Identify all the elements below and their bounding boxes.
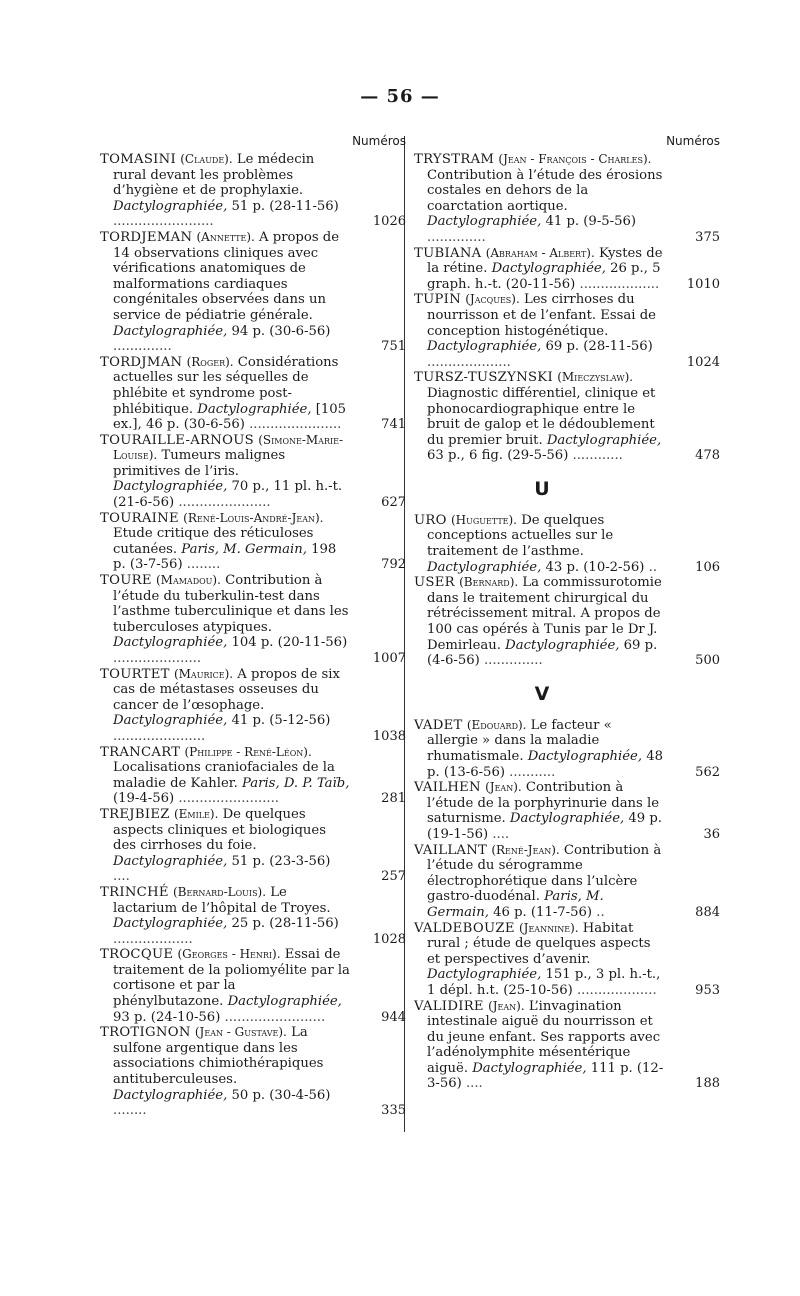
thesis-entry (100, 947, 406, 1025)
catalog-number: 335 (381, 1103, 406, 1119)
leader-dots: .............. (483, 653, 543, 669)
thesis-entry (100, 152, 406, 230)
author-given-names: (Abraham - Albert). (485, 245, 595, 260)
thesis-title: A propos de six cas de métastases osseuses du cancer de l’œsophage. (113, 666, 340, 713)
thesis-entry (100, 354, 406, 433)
pagination-date: 41 p. (9-5-56) (541, 214, 637, 230)
entry-text (100, 667, 350, 745)
leader-dots: ..................... (113, 651, 202, 666)
author-surname: TORDJMAN (100, 354, 183, 370)
thesis-entry (100, 510, 406, 573)
thesis-title: De quelques aspects cliniques et biologiques des cirrhoses du foie. (113, 806, 326, 854)
entry-text (100, 152, 350, 230)
thesis-title: Contribution à l’étude du tuberkulin-test dans l’asthme tuberculinique et dans les tuberculoses atypiques. (113, 573, 349, 635)
author-given-names: (Emile). (173, 806, 219, 821)
leader-dots: ........... (509, 764, 556, 780)
v-entries-list (414, 717, 720, 1092)
publication-type: Dactylographiée, (546, 432, 662, 448)
author-given-names: (Jacques). (465, 292, 520, 307)
author-given-names: (Roger). (186, 354, 234, 369)
author-given-names: (Jean - Gustave). (194, 1025, 287, 1040)
catalog-number: 106 (695, 559, 720, 575)
leader-dots: ........ (113, 1103, 147, 1119)
catalog-number: 953 (695, 982, 720, 998)
leader-dots: ................... (113, 931, 193, 947)
author-surname: TOMASINI (100, 152, 177, 167)
thesis-title: Considérations actuelles sur les séquelles de phlébite et syndrome post-phlébitique. (113, 354, 339, 417)
author-surname: TORDJEMAN (100, 229, 193, 245)
thesis-entry (414, 245, 720, 293)
publication-type: Dactylographiée, (427, 559, 542, 575)
author-given-names: (Philippe - René-Léon). (184, 744, 312, 759)
thesis-title: Etude critique des réticuloses cutanées. (113, 526, 314, 557)
publication-type: Dactylographiée, (427, 214, 542, 230)
publication-type: Dactylographiée, (427, 339, 542, 355)
thesis-title: De quelques conceptions actuelles sur le traitement de l’asthme. (427, 512, 614, 560)
right-entries-list (414, 152, 720, 464)
catalog-number: 257 (381, 869, 406, 885)
pagination-date: 41 p. (5-12-56) (227, 713, 331, 729)
thesis-entry (414, 512, 720, 575)
thesis-entry (100, 229, 406, 355)
thesis-entry (100, 744, 406, 807)
author-given-names: (Georges - Henri). (177, 947, 281, 962)
pagination-date: 69 p. (28-11-56) (541, 339, 653, 355)
author-given-names: (Bernard-Louis). (173, 884, 267, 899)
publication-type: Dactylographiée, (113, 853, 228, 869)
pagination-date: 111 p. (12-3-56) (427, 1060, 664, 1092)
entry-text (100, 885, 350, 947)
author-given-names: (René-Louis-André-Jean). (183, 510, 324, 525)
entry-text (414, 246, 664, 293)
author-surname: TOURTET (100, 666, 170, 682)
leader-dots: ........ (186, 557, 221, 573)
author-given-names: (Jeannine). (518, 920, 579, 935)
entry-text (100, 573, 350, 667)
right-column-header: Numéros (666, 134, 720, 148)
publication-type: Dactylographiée, (113, 198, 228, 214)
publication-type: Dactylographiée, (113, 635, 228, 651)
pagination-date: 70 p., 11 pl. h.-t. (21-6-56) (113, 479, 343, 511)
catalog-number: 884 (695, 904, 720, 920)
thesis-title: Le médecin rural devant les problèmes d’hygiène et de prophylaxie. (113, 152, 315, 199)
leader-dots: .............. (113, 339, 172, 355)
entry-text (414, 843, 664, 921)
pagination-date: 26 p., 5 graph. h.-t. (20-11-56) (427, 261, 661, 292)
author-given-names: (Mamadou). (155, 573, 221, 588)
pagination-date: 46 p. (11-7-56) (488, 904, 597, 920)
entry-text (414, 999, 664, 1093)
author-surname: TOURAILLE-ARNOUS (100, 432, 254, 448)
leader-dots: .................... (427, 354, 511, 370)
left-column (100, 134, 406, 1119)
thesis-entry (100, 1025, 406, 1119)
pagination-date: 51 p. (28-11-56) (227, 198, 339, 214)
author-given-names: (Huguette). (450, 512, 517, 527)
page-number: — 56 — (360, 86, 440, 107)
pagination-date: 151 p., 3 pl. h.-t., 1 dépl. h.t. (25-10-56) (427, 967, 661, 998)
thesis-entry (100, 432, 406, 511)
author-given-names: (Claude). (180, 152, 233, 166)
catalog-number: 1007 (372, 651, 406, 666)
catalog-number: 751 (381, 339, 406, 355)
thesis-title: La commissurotomie dans le traitement chirurgical du rétrécissement mitral. A propos de 100 cas opérés à Tunis par le Dr J. Demirleau. (427, 575, 662, 653)
leader-dots: .............. (427, 229, 486, 245)
thesis-entry (100, 806, 406, 885)
author-surname: TROTIGNON (100, 1025, 191, 1041)
pagination-date: 48 p. (13-6-56) (427, 749, 663, 780)
pagination-date: 63 p., 6 fig. (29-5-56) (427, 448, 573, 464)
pagination-date: 51 p. (23-3-56) (227, 853, 331, 869)
catalog-number: 375 (695, 229, 720, 245)
leader-dots: ................... (576, 982, 657, 998)
left-column-header: Numéros (352, 134, 406, 148)
leader-dots: .... (113, 869, 130, 885)
leader-dots: .. (596, 904, 605, 920)
leader-dots: .... (465, 1076, 483, 1092)
entry-text (414, 370, 664, 464)
author-surname: TRANCART (100, 744, 181, 760)
thesis-entry (414, 292, 720, 370)
entry-text (100, 1025, 350, 1119)
thesis-entry (414, 920, 720, 999)
section-letter-u: U (534, 477, 550, 500)
author-given-names: (Jean - François - Charles). (498, 152, 652, 166)
publication-type: Dactylographiée, (505, 637, 620, 653)
pagination-date: 198 p. (3-7-56) (113, 541, 337, 573)
publication-type: Dactylographiée, (427, 967, 542, 983)
entry-text (100, 433, 350, 511)
catalog-number: 627 (381, 495, 406, 511)
thesis-title: A propos de 14 observations cliniques avec vérifications anatomiques de malformations cardiaques congénitales observées dans un service de pédiatrie générale. (113, 229, 340, 323)
catalog-number: 281 (381, 791, 406, 807)
catalog-number: 944 (381, 1009, 406, 1025)
thesis-title: La sulfone argentique dans les associations chimiothérapiques antituberculeuses. (113, 1025, 324, 1088)
publication-type: Dactylographiée, (197, 401, 312, 417)
leader-dots: ...................... (113, 728, 206, 744)
thesis-entry (414, 842, 720, 921)
leader-dots: ............ (572, 448, 623, 464)
catalog-number: 1028 (372, 931, 406, 947)
author-given-names: (Jean). (485, 780, 522, 795)
entry-text (100, 745, 350, 807)
entry-text (100, 807, 350, 885)
publication-type: Dactylographiée, (113, 1087, 228, 1103)
catalog-number: 1026 (372, 214, 406, 230)
pagination-date: 94 p. (30-6-56) (227, 323, 331, 339)
author-surname: TOURE (100, 573, 152, 589)
pagination-date: 69 p. (4-6-56) (427, 637, 658, 669)
publication-type: Dactylographiée, (527, 749, 643, 764)
catalog-number: 478 (695, 448, 720, 464)
entry-text (414, 513, 664, 575)
thesis-entry (414, 780, 720, 842)
pagination-date: 50 p. (30-4-56) (227, 1087, 331, 1103)
author-surname: URO (414, 512, 447, 528)
entry-text (414, 575, 664, 669)
catalog-number: 188 (695, 1076, 720, 1092)
publication-type: Dactylographiée, (113, 713, 228, 729)
author-surname: TROCQUE (100, 947, 174, 963)
right-column (414, 134, 720, 1092)
thesis-title: Habitat rural ; étude de quelques aspects et perspectives d’avenir. (427, 920, 651, 967)
u-entries-list (414, 512, 720, 669)
author-surname: TUBIANA (414, 245, 482, 261)
author-given-names: (Jean). (488, 998, 525, 1013)
thesis-title: Kystes de la rétine. (427, 245, 663, 277)
thesis-entry (414, 575, 720, 669)
entry-text (100, 511, 350, 573)
thesis-title: Tumeurs malignes primitives de l’iris. (113, 448, 286, 479)
leader-dots: ........................ (113, 214, 214, 230)
catalog-number: 36 (703, 826, 720, 842)
author-given-names: (Bernard). (459, 575, 519, 590)
author-given-names: (Simone-Marie-Louise). (113, 432, 344, 463)
thesis-title: Essai de traitement de la poliomyélite par la cortisone et par la phénylbutazone. (113, 947, 350, 1010)
section-letter-v: V (534, 682, 550, 705)
pagination-date: (19-4-56) (113, 791, 179, 807)
left-entries-list (100, 152, 406, 1119)
author-surname: VAILLANT (414, 842, 488, 858)
catalog-number: 741 (381, 417, 406, 433)
publication-type: Dactylographiée, (113, 916, 228, 932)
entry-text (100, 947, 350, 1025)
pagination-date: 104 p. (20-11-56) (227, 635, 348, 651)
entry-text (414, 718, 664, 780)
column-divider (404, 136, 405, 1132)
publication-type: Dactylographiée, (113, 323, 228, 339)
author-given-names: (René-Jean). (491, 842, 560, 857)
publication-type: Paris, D. P. Taïb, (242, 775, 350, 791)
thesis-title: Le lactarium de l’hôpital de Troyes. (113, 884, 331, 916)
thesis-entry (414, 152, 720, 246)
entry-text (414, 780, 664, 842)
catalog-number: 1038 (372, 728, 406, 744)
author-surname: TRYSTRAM (414, 152, 495, 167)
thesis-title: Contribution à l’étude des érosions costales en dehors de la coarctation aortique. (427, 167, 663, 214)
entry-text (414, 921, 664, 999)
catalog-number: 792 (381, 557, 406, 573)
author-surname: VALIDIRE (414, 998, 484, 1014)
thesis-entry (414, 717, 720, 780)
publication-type: Paris, M. Germain, (427, 889, 604, 920)
publication-type: Dactylographiée, (227, 994, 342, 1010)
author-surname: TREJBIEZ (100, 806, 170, 822)
entry-text (414, 152, 664, 246)
thesis-entry (100, 573, 406, 667)
pagination-date: 43 p. (10-2-56) (541, 559, 649, 575)
catalog-number: 562 (695, 764, 720, 780)
thesis-title: Contribution à l’étude de la porphyrinurie dans le saturnisme. (427, 780, 660, 827)
author-surname: TURSZ-TUSZYNSKI (414, 370, 553, 386)
thesis-entry (414, 998, 720, 1093)
author-given-names: (Maurice). (173, 666, 234, 681)
thesis-title: Les cirrhoses du nourrisson et de l’enfant. Essai de conception histogénétique. (427, 292, 656, 339)
entry-text (414, 292, 664, 370)
publication-type: Dactylographiée, (509, 811, 625, 827)
publication-type: Paris, M. Germain, (181, 541, 307, 557)
leader-dots: ...................... (178, 495, 271, 511)
publication-type: Dactylographiée, (472, 1060, 587, 1076)
catalog-number: 1010 (686, 276, 720, 292)
pagination-date: 49 p. (19-1-56) (427, 811, 663, 842)
leader-dots: ...................... (249, 417, 342, 433)
author-surname: TRINCHÉ (100, 884, 169, 900)
thesis-entry (100, 884, 406, 947)
leader-dots: ........................ (178, 791, 279, 807)
pagination-date: 25 p. (28-11-56) (227, 916, 339, 932)
publication-type: Dactylographiée, (113, 479, 228, 495)
thesis-title: Diagnostic différentiel, clinique et phonocardiographique entre le bruit de galop et le dédoublement du premier bruit. (427, 385, 656, 448)
author-surname: VADET (414, 717, 463, 733)
author-surname: TOURAINE (100, 510, 179, 526)
leader-dots: .. (648, 559, 658, 575)
author-surname: TUPIN (414, 292, 462, 308)
entry-text (100, 355, 350, 433)
author-surname: VALDEBOUZE (414, 920, 515, 936)
thesis-title: Contribution à l’étude du sérogramme électrophorétique dans l’ulcère gastro-duodénal. (427, 842, 662, 905)
catalog-number: 1024 (686, 354, 720, 370)
pagination-date: 93 p. (24-10-56) (113, 1009, 225, 1025)
thesis-title: Le facteur « allergie » dans la maladie rhumatismale. (427, 717, 612, 764)
leader-dots: .... (492, 826, 510, 842)
author-surname: VAILHEN (414, 780, 481, 796)
leader-dots: ................... (579, 276, 660, 292)
entry-text (100, 230, 350, 355)
pagination-date: [105 ex.], 46 p. (30-6-56) (113, 401, 347, 433)
author-given-names: (Annette). (196, 229, 255, 244)
author-given-names: (Mieczyslaw). (557, 370, 634, 385)
thesis-entry (414, 370, 720, 464)
thesis-title: Localisations craniofaciales de la maladie de Kahler. (113, 760, 335, 791)
author-given-names: (Edouard). (466, 717, 527, 732)
catalog-number: 500 (695, 653, 720, 669)
thesis-entry (100, 666, 406, 745)
leader-dots: ........................ (224, 1009, 326, 1025)
publication-type: Dactylographiée, (491, 261, 606, 277)
thesis-title: L’invagination intestinale aiguë du nourrisson et du jeune enfant. Ses rapports avec l’adénolymphite mésentérique aiguë. (427, 998, 661, 1076)
author-surname: USER (414, 575, 455, 591)
